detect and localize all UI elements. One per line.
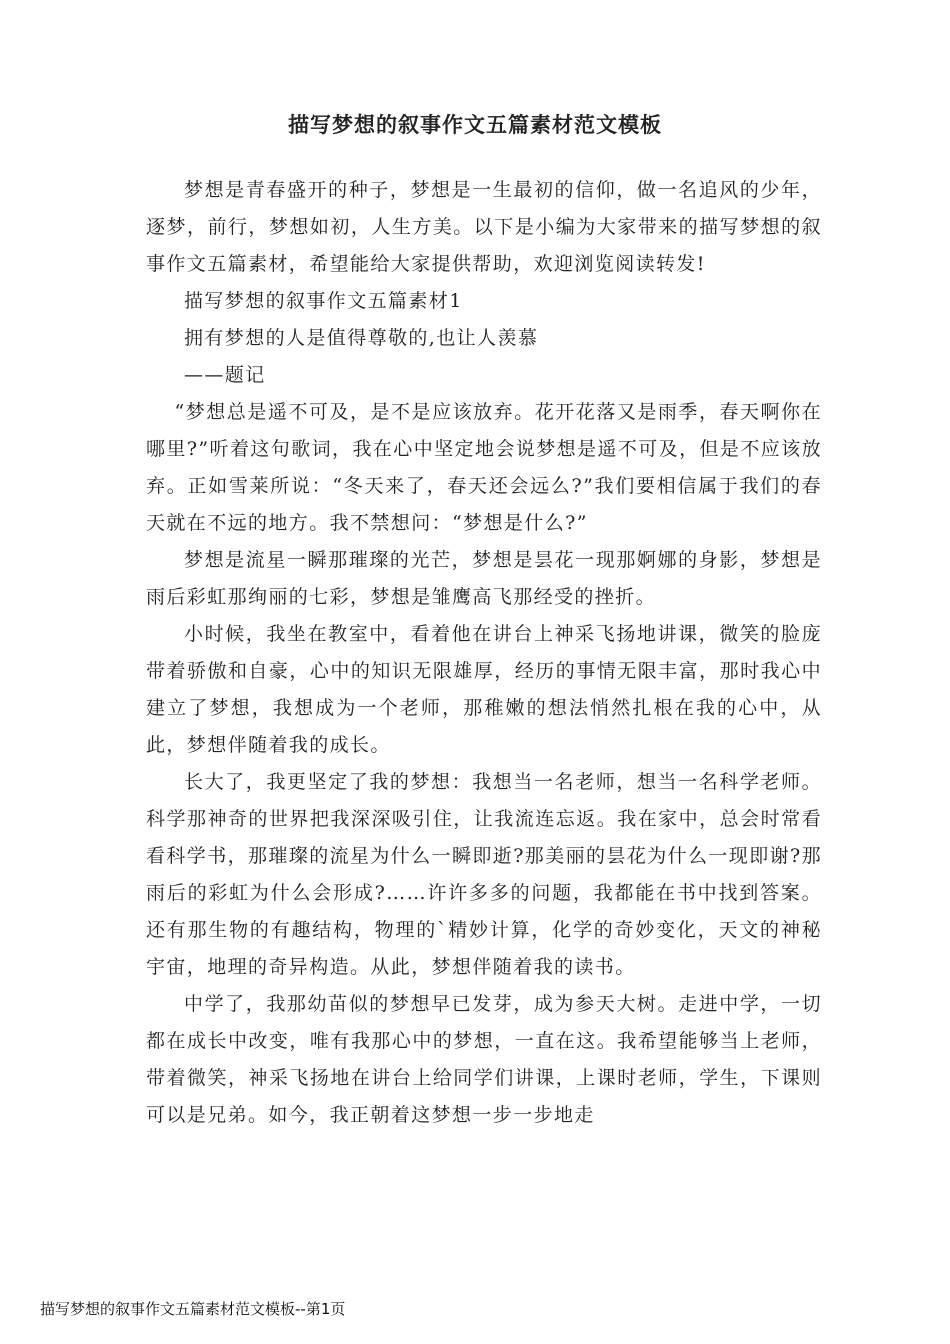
epigraph-attribution: ——题记 [184, 364, 266, 386]
paragraph-growing-up: 长大了，我更坚定了我的梦想：我想当一名老师，想当一名科学老师。科学那神奇的世界把我深深吸引住，让我流连忘返。我在家中，总会时常看看科学书，那璀璨的流星为什么一瞬即逝?那美丽的昙花为什么一现即谢?那雨后的彩虹为什么会形成?……许许多多的问题，我都能在书中找到答案。还有那生物的有趣结构，物理的`精妙计算，化学的奇妙变化，天文的神秘宇宙，地理的奇异构造。从此，梦想伴随着我的读书。 [146, 771, 822, 978]
paragraph-childhood: 小时候，我坐在教室中，看着他在讲台上神采飞扬地讲课，微笑的脸庞带着骄傲和自豪，心中的知识无限雄厚，经历的事情无限丰富，那时我心中建立了梦想，我想成为一个老师，那稚嫩的想法悄然扎根在我的心中，从此，梦想伴随着我的成长。 [146, 623, 822, 756]
page-footer: 描写梦想的叙事作文五篇素材范文模板--第1页 [40, 1300, 346, 1318]
paragraph-intro: 梦想是青春盛开的种子，梦想是一生最初的信仰，做一名追风的少年，逐梦，前行，梦想如初，人生方美。以下是小编为大家带来的描写梦想的叙事作文五篇素材，希望能给大家提供帮助，欢迎浏览阅读转发! [146, 179, 822, 275]
document-body [146, 172, 822, 1134]
section-heading-1: 描写梦想的叙事作文五篇素材1 [184, 290, 463, 312]
document-title: 描写梦想的叙事作文五篇素材范文模板 [288, 112, 662, 137]
paragraph-middle-school: 中学了，我那幼苗似的梦想早已发芽，成为参天大树。走进中学，一切都在成长中改变，唯有我那心中的梦想，一直在这。我希望能够当上老师，带着微笑，神采飞扬地在讲台上给同学们讲课，上课时老师，学生，下课则可以是兄弟。如今，我正朝着这梦想一步一步地走 [146, 993, 822, 1126]
paragraph-metaphors: 梦想是流星一瞬那璀璨的光芒，梦想是昙花一现那婀娜的身影，梦想是雨后彩虹那绚丽的七彩，梦想是雏鹰高飞那经受的挫折。 [146, 549, 822, 608]
epigraph-text: 拥有梦想的人是值得尊敬的,也让人羡慕 [184, 327, 539, 349]
paragraph-lyrics: “梦想总是遥不可及，是不是应该放弃。花开花落又是雨季，春天啊你在哪里?”听着这句歌词，我在心中坚定地会说梦想是遥不可及，但是不应该放弃。正如雪莱所说：“冬天来了，春天还会远么?”我们要相信属于我们的春天就在不远的地方。我不禁想问：“梦想是什么?” [146, 401, 822, 534]
